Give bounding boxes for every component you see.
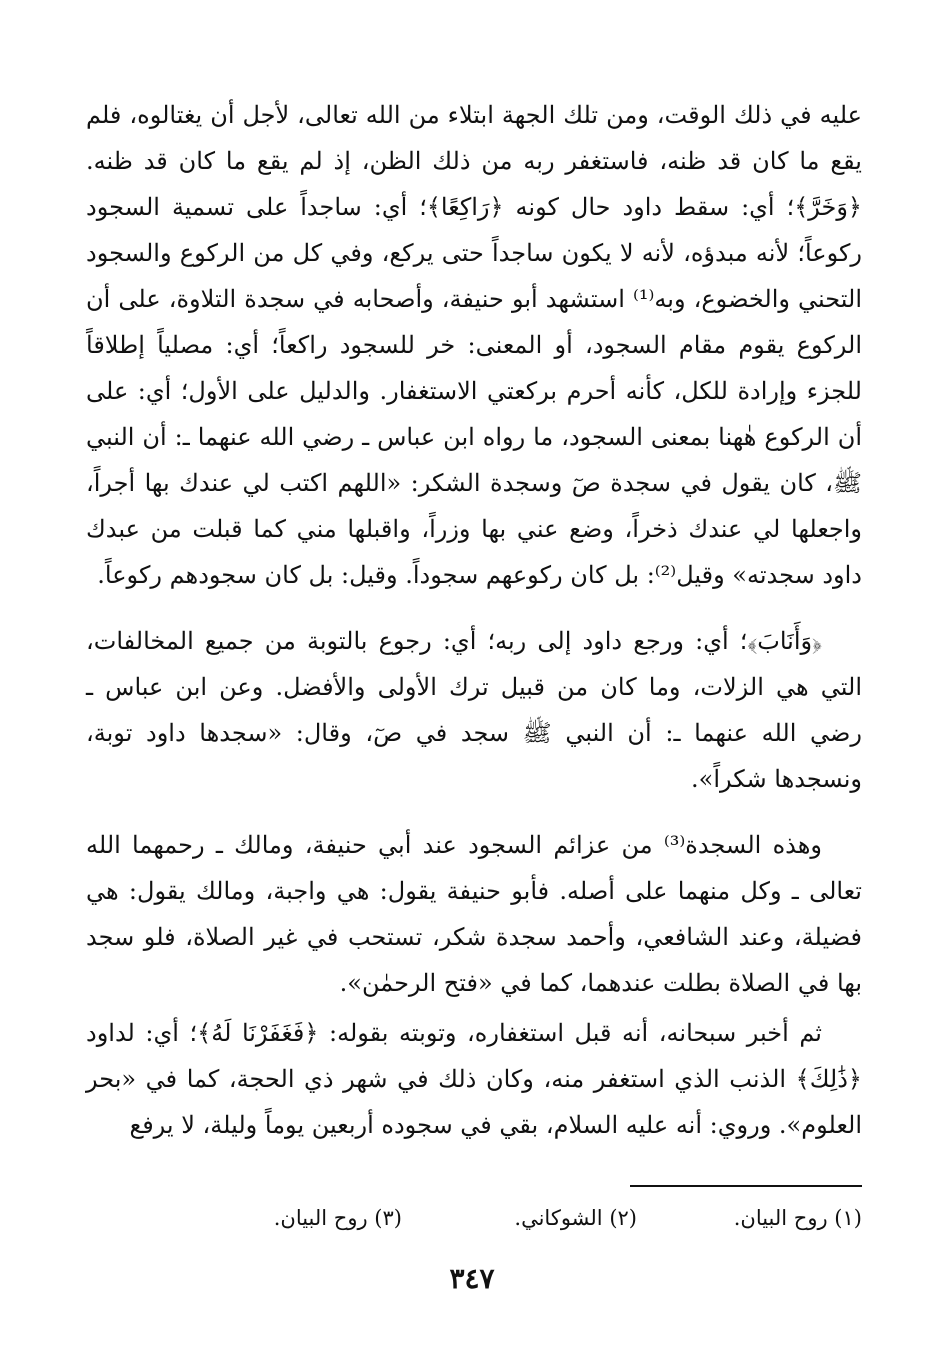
paragraph-1: عليه في ذلك الوقت، ومن تلك الجهة ابتلاء من الله تعالى، لأجل أن يغتالوه، فلم يقع ما كان قد ظنه، فاستغفر ربه من ذلك الظن، إذ لم يقع ما كان قد ظنه. ﴿وَخَرَّ﴾؛ أي: سقط داود حال كونه ﴿رَاكِعًا﴾؛ أي: ساجداً على تسمية السجود ركوعاً؛ لأنه مبدؤه، لأنه لا يكون ساجداً حتى يركع، وفي كل من الركوع والسجود التحني والخضوع، وبه⁽¹⁾ استشهد أبو حنيفة، وأصحابه في سجدة التلاوة، على أن الركوع يقوم مقام السجود، أو المعنى: خر للسجود راكعاً؛ أي: مصلياً إطلاقاً للجزء وإرادة للكل، كأنه أحرم بركعتي الاستغفار. والدليل على الأول؛ أي: على أن الركوع هٰهنا بمعنى السجود، ما رواه ابن عباس ـ رضي الله عنهما ـ: أن النبي ﷺ، كان يقول في سجدة صٓ وسجدة الشكر: «اللهم اكتب لي عندك بها أجراً، واجعلها لي عندك ذخراً، وضع عني بها وزراً، واقبلها مني كما قبلت من عبدك داود سجدته» وقيل⁽²⁾: بل كان ركوعهم سجوداً. وقيل: بل كان سجودهم ركوعاً.	[86, 101, 863, 589]
page-body	[86, 92, 862, 1148]
footnote-divider	[630, 1185, 862, 1187]
paragraph-3: وهذه السجدة⁽³⁾ من عزائم السجود عند أبي حنيفة، ومالك ـ رحمهما الله تعالى ـ وكل منهما على أصله. فأبو حنيفة يقول: هي واجبة، ومالك يقول: هي فضيلة، وعند الشافعي، وأحمد سجدة شكر، تستحب في غير الصلاة، فلو سجد بها في الصلاة بطلت عندهما، كما في «فتح الرحمٰن».	[86, 831, 862, 997]
page-number: ٣٤٧	[449, 1262, 495, 1295]
footnote-3: (٣) روح البيان.	[273, 1206, 402, 1230]
footnote-2: (٢) الشوكاني.	[514, 1206, 637, 1230]
paragraph-2: ﴿وَأَنَابَ﴾؛ أي: ورجع داود إلى ربه؛ أي: رجوع بالتوبة من جميع المخالفات، التي هي الزلات، وما كان من قبيل ترك الأولى والأفضل. وعن ابن عباس ـ رضي الله عنهما ـ: أن النبي ﷺ سجد في صٓ، وقال: «سجدها داود توبة، ونسجدها شكراً».	[86, 627, 862, 793]
paragraph-4: ثم أخبر سبحانه، أنه قبل استغفاره، وتوبته بقوله: ﴿فَغَفَرْنَا لَهُ﴾؛ أي: لداود ﴿ذَٰلِكَ﴾ الذنب الذي استغفر منه، وكان ذلك في شهر ذي الحجة، كما في «بحر العلوم». وروي: أنه عليه السلام، بقي في سجوده أربعين يوماً وليلة، لا يرفع	[86, 1019, 862, 1139]
footnote-1: (١) روح البيان.	[733, 1206, 862, 1230]
